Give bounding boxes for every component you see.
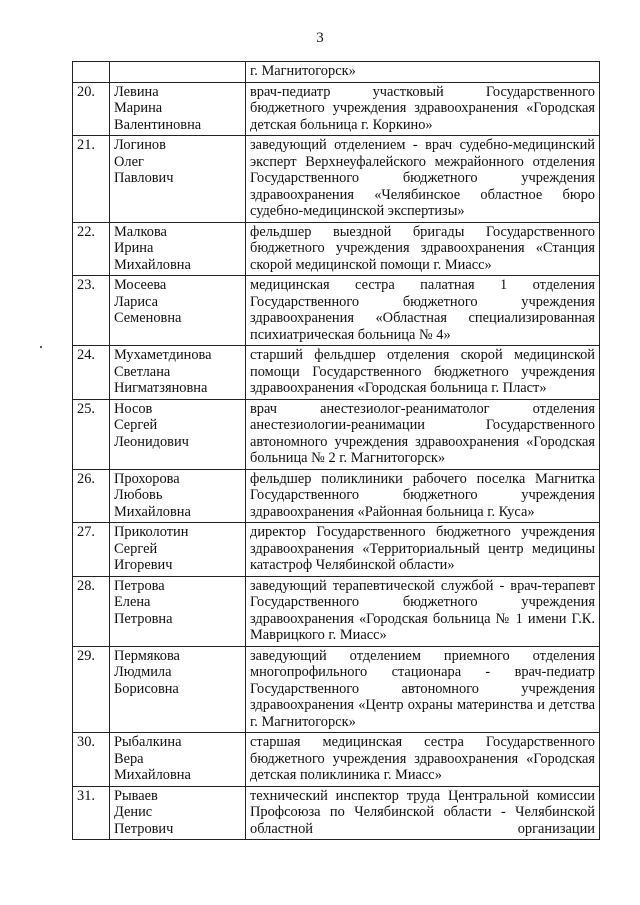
patronymic: Валентиновна — [114, 116, 202, 133]
person-name — [110, 136, 246, 223]
person-name — [110, 733, 246, 787]
given-name: Вера — [114, 750, 144, 767]
table-row-continuation — [73, 62, 600, 83]
position-description: старший фельдшер отделения скорой медицинской помощи Государственного бюджетного учреждения здравоохранения «Городская больница г. Пласт» — [246, 346, 600, 400]
given-name: Людмила — [114, 664, 172, 680]
position-description: заведующий отделением - врач судебно-медицинский эксперт Верхнеуфалейского межрайонного отделения Государственного бюджетного учреждения здравоохранения «Челябинское областное бюро судебно-медицинской экспертизы» — [246, 136, 600, 223]
person-name — [110, 469, 246, 523]
patronymic: Петрович — [114, 820, 174, 837]
position-description: заведующий отделением приемного отделения многопрофильного стационара - врач-педиатр Государственного автономного учреждения здравоохранения «Центр охраны материнства и детства г. Магнитогорск» — [246, 646, 600, 733]
table-row — [73, 469, 600, 523]
row-number-cell — [73, 62, 110, 83]
patronymic: Михайловна — [114, 503, 191, 520]
person-name — [110, 523, 246, 577]
given-name: Сергей — [114, 417, 158, 433]
row-number: 25. — [73, 399, 110, 469]
row-number: 29. — [73, 646, 110, 733]
person-name — [110, 276, 246, 346]
position-description: врач анестезиолог-реаниматолог отделения анестезиологии-реанимации Государственного автономного учреждения здравоохранения «Городская больница № 2 г. Магнитогорск» — [246, 399, 600, 469]
position-description: заведующий терапевтической службой - врач-терапевт Государственного бюджетного учреждения здравоохранения «Городская больница № 1 имени Г.К. Маврицкого г. Миасс» — [246, 576, 600, 646]
table-row — [73, 222, 600, 276]
patronymic: Нигматзяновна — [114, 380, 208, 396]
person-name — [110, 576, 246, 646]
row-number: 30. — [73, 733, 110, 787]
row-number: 24. — [73, 346, 110, 400]
surname: Мосеева — [114, 277, 167, 293]
row-number: 31. — [73, 786, 110, 840]
person-name — [110, 399, 246, 469]
table-row — [73, 576, 600, 646]
name-cell — [110, 62, 246, 83]
awardees-table-body — [73, 62, 600, 840]
given-name: Любовь — [114, 487, 163, 503]
page-number: 3 — [316, 30, 324, 46]
table-row — [73, 646, 600, 733]
position-description: фельдшер выездной бригады Государственного бюджетного учреждения здравоохранения «Станция скорой медицинской помощи г. Миасс» — [246, 222, 600, 276]
given-name: Денис — [114, 804, 153, 820]
row-number: 23. — [73, 276, 110, 346]
given-name: Марина — [114, 100, 163, 116]
row-number: 26. — [73, 469, 110, 523]
surname: Мухаметдинова — [114, 347, 212, 363]
position-description: медицинская сестра палатная 1 отделения Государственного бюджетного учреждения здравоохранения «Областная специализированная психиатрическая больница № 4» — [246, 276, 600, 346]
patronymic: Петровна — [114, 610, 173, 627]
table-row — [73, 82, 600, 136]
given-name: Светлана — [114, 363, 171, 380]
patronymic: Семеновна — [114, 310, 182, 326]
given-name: Сергей — [114, 540, 158, 557]
patronymic: Леонидович — [114, 433, 189, 450]
surname: Левина — [114, 83, 159, 100]
position-description: директор Государственного бюджетного учреждения здравоохранения «Территориальный центр медицины катастроф Челябинской области» — [246, 523, 600, 577]
patronymic: Павлович — [114, 170, 174, 186]
surname: Пермякова — [114, 647, 180, 664]
patronymic: Михайловна — [114, 256, 191, 273]
surname: Логинов — [114, 137, 166, 153]
person-name — [110, 82, 246, 136]
table-row — [73, 136, 600, 223]
person-name — [110, 346, 246, 400]
row-number: 27. — [73, 523, 110, 577]
row-number: 22. — [73, 222, 110, 276]
table-row — [73, 786, 600, 840]
row-number: 28. — [73, 576, 110, 646]
table-row — [73, 733, 600, 787]
person-name — [110, 222, 246, 276]
surname: Рываев — [114, 787, 158, 804]
surname: Малкова — [114, 223, 167, 240]
position-description: фельдшер поликлиники рабочего поселка Магнитка Государственного бюджетного учреждения здравоохранения «Районная больница г. Куса» — [246, 469, 600, 523]
awardees-table — [72, 61, 600, 840]
surname: Петрова — [114, 577, 165, 594]
given-name: Олег — [114, 153, 144, 170]
surname: Рыбалкина — [114, 734, 182, 750]
table-row — [73, 276, 600, 346]
scan-speck — [40, 346, 42, 348]
table-row — [73, 346, 600, 400]
table-row — [73, 523, 600, 577]
surname: Приколотин — [114, 524, 189, 540]
patronymic: Михайловна — [114, 767, 191, 783]
surname: Прохорова — [114, 470, 180, 487]
row-number: 21. — [73, 136, 110, 223]
patronymic: Игоревич — [114, 557, 173, 573]
given-name: Лариса — [114, 293, 158, 310]
position-description: старшая медицинская сестра Государственного бюджетного учреждения здравоохранения «Городская детская поликлиника г. Миасс» — [246, 733, 600, 787]
given-name: Ирина — [114, 240, 154, 256]
row-number: 20. — [73, 82, 110, 136]
position-description: врач-педиатр участковый Государственного бюджетного учреждения здравоохранения «Городская детская больница г. Коркино» — [246, 82, 600, 136]
person-name — [110, 646, 246, 733]
position-description: технический инспектор труда Центральной комиссии Профсоюза по Челябинской области - Челябинской областной организации — [246, 786, 600, 840]
patronymic: Борисовна — [114, 680, 179, 697]
table-row — [73, 399, 600, 469]
position-cell: г. Магнитогорск» — [246, 62, 600, 83]
given-name: Елена — [114, 594, 151, 610]
surname: Носов — [114, 400, 153, 417]
person-name — [110, 786, 246, 840]
